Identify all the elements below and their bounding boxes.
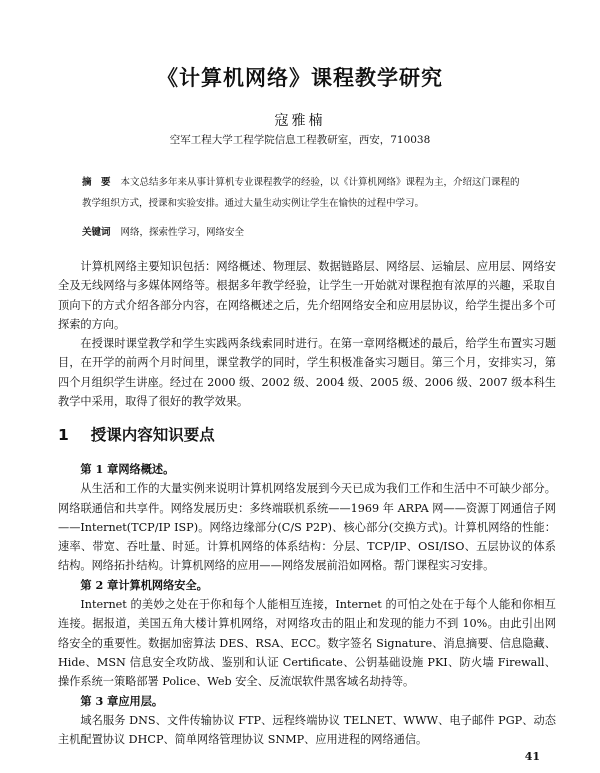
page-number: 41 (524, 750, 540, 763)
abstract-text: 本文总结多年来从事计算机专业课程教学的经验，以《计算机网络》课程为主，介绍这门课程的教学组织方式，授课和实验安排。通过大量生动实例让学生在愉快的过程中学习。 (82, 177, 520, 209)
author-affiliation: 空军工程大学工程学院信息工程教研室，西安，710038 (169, 134, 431, 146)
chapter-text: 域名服务 DNS、文件传输协议 FTP、远程终端协议 TELNET、WWW、电子邮件 PGP、动态主机配置协议 DHCP、简单网络管理协议 SNMP、应用进程的网络通信。 (58, 713, 556, 747)
abstract-label: 摘 要 (82, 177, 111, 188)
intro-section (58, 257, 556, 411)
section-number: 1 (58, 426, 69, 444)
intro-paragraph: 在授课时课堂教学和学生实践两条线索同时进行。在第一章网络概述的最后，给学生布置实习题目，在开学的前两个月时间里，课堂教学的同时，学生积极准备实习题目。第三个月，安排实习，第四个月组织学生讲座。经过在 2000 级、2002 级、2004 级、2005 级、2006 级、2007 级本科生教学中采用，取得了很好的教学效果。 (58, 337, 556, 409)
section-heading (58, 423, 215, 445)
chapter-heading: 第 3 章应用层。 (80, 693, 164, 708)
keywords-label: 关键词 (82, 227, 111, 238)
author-name: 寇雅楠 (274, 113, 326, 129)
keywords-text: 网络，探索性学习，网络安全 (120, 227, 245, 238)
paper-title: 《计算机网络》课程教学研究 (157, 66, 443, 90)
chapter-text: Internet 的美妙之处在于你和每个人能相互连接，Internet 的可怕之处在于每个人能和你相互连接。据报道，美国五角大楼计算机网络，对网络攻击的阻止和发现的能力不到 10%。由此引出网络安全的重要性。数据加密算法 DES、RSA、ECC。数字签名 Signature、消息摘要、信息隐藏、Hide、MSN 信息安全攻防战、鉴别和认证 Certificate、公钥基础设施 PKI、防火墙 Firewall、操作系统一策略部署 Police、Web 安全、反流氓软件黑客域名劫持等。 (58, 598, 556, 689)
section-title: 授课内容知识要点 (90, 426, 215, 444)
abstract (82, 172, 522, 214)
chapter-list (58, 460, 556, 749)
keywords (82, 225, 522, 241)
chapter-text: 从生活和工作的大量实例来说明计算机网络发展到今天已成为我们工作和生活中不可缺少部分。网络联通信和共享件。网络发展历史：多终端联机系统——1969 年 ARPA 网——资源丁网通信子网——Internet(TCP/IP ISP)。网络边缘部分(C/S P2P)、核心部分(交换方式)。计算机网络的性能：速率、带宽、吞吐量、时延。计算机网络的体系结构：分层、TCP/IP、OSI/ISO、五层协议的体系结构。网络拓扑结构。计算机网络的应用——网络发展前沿如网格。帮门课程实习安排。 (58, 482, 556, 573)
chapter-heading: 第 2 章计算机网络安全。 (80, 577, 208, 592)
chapter-heading: 第 1 章网络概述。 (80, 462, 175, 476)
intro-paragraph: 计算机网络主要知识包括：网络概述、物理层、数据链路层、网络层、运输层、应用层、网络安全及无线网络与多媒体网络等。根据多年教学经验，让学生一开始就对课程抱有浓厚的兴趣，采取自顶向下的方式介绍各部分内容，在网络概述之后，先介绍网络安全和应用层协议，给学生提出多个可探索的方向。 (58, 260, 556, 331)
